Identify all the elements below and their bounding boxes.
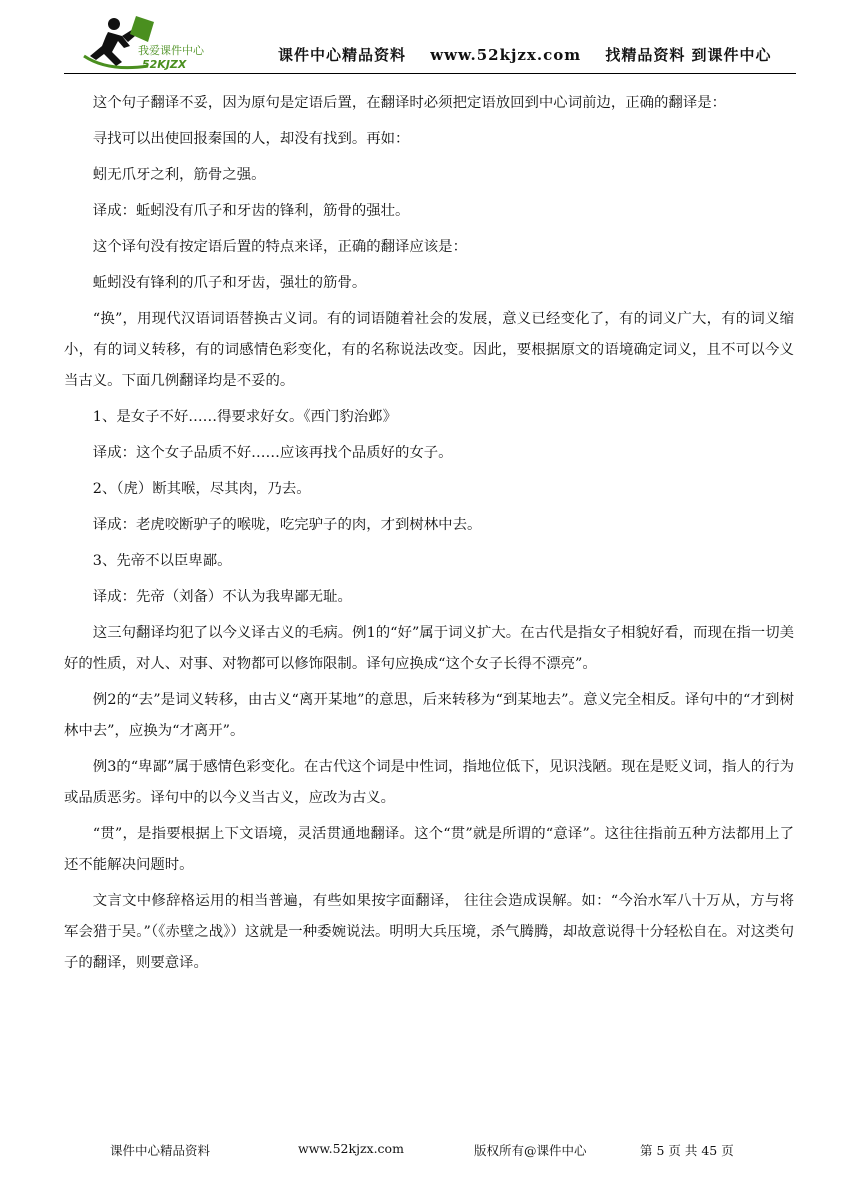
document-body	[64, 88, 794, 984]
logo-en-text: 52KJZX	[142, 58, 187, 71]
paragraph: “贯”，是指要根据上下文语境，灵活贯通地翻译。这个“贯”就是所谓的“意译”。这往往指前五种方法都用上了还不能解决问题时。	[64, 826, 794, 873]
footer-url: www.52kjzx.com	[298, 1141, 404, 1156]
paragraph: 蚯蚓没有锋利的爪子和牙齿，强壮的筋骨。	[92, 275, 367, 291]
header-item-brand: 课件中心精品资料	[278, 46, 407, 64]
page-number: 第 5 页 共 45 页	[640, 1143, 734, 1158]
header-item-url: www.52kjzx.com	[430, 46, 582, 64]
paragraph: 例3的“卑鄙”属于感情色彩变化。在古代这个词是中性词，指地位低下，见识浅陋。现在是贬义词，指人的行为或品质恶劣。译句中的以今义当古义，应改为古义。	[64, 759, 794, 806]
paragraph: 这个句子翻译不妥，因为原句是定语后置，在翻译时必须把定语放回到中心词前边，正确的翻译是：	[92, 95, 726, 111]
paragraph: 蚓无爪牙之利，筋骨之强。	[92, 167, 266, 183]
paragraph: 3、先帝不以臣卑鄙。	[92, 553, 232, 569]
paragraph: 译成：这个女子品质不好……应该再找个品质好的女子。	[92, 445, 453, 461]
header-divider	[64, 73, 796, 74]
logo-cn-text: 我爱课件中心	[138, 44, 204, 57]
paragraph: “换”，用现代汉语词语替换古义词。有的词语随着社会的发展，意义已经变化了，有的词义广大，有的词义缩小，有的词义转移，有的词感情色彩变化，有的名称说法改变。因此，要根据原文的语境确定词义，且不可以今义当古义。下面几例翻译均是不妥的。	[64, 311, 794, 389]
paragraph: 1、是女子不好……得要求好女。《西门豹治邺》	[92, 409, 397, 425]
paragraph: 文言文中修辞格运用的相当普遍，有些如果按字面翻译， 往往会造成误解。如：“今治水军八十万从，方与将军会猎于吴。”（《赤壁之战》）这就是一种委婉说法。明明大兵压境，杀气腾腾，却故意说得十分轻松自在。对这类句子的翻译，则要意译。	[64, 893, 794, 971]
paragraph: 这个译句没有按定语后置的特点来译，正确的翻译应该是：	[92, 239, 467, 255]
footer-brand: 课件中心精品资料	[110, 1143, 211, 1158]
paragraph: 例2的“去”是词义转移，由古义“离开某地”的意思，后来转移为“到某地去”。意义完全相反。译句中的“才到树林中去”，应换为“才离开”。	[64, 692, 794, 739]
paragraph: 2、（虎）断其喉，尽其肉，乃去。	[92, 481, 311, 497]
paragraph: 寻找可以出使回报秦国的人，却没有找到。再如：	[92, 131, 410, 147]
paragraph: 这三句翻译均犯了以今义译古义的毛病。例1的“好”属于词义扩大。在古代是指女子相貌好看，而现在指一切美好的性质，对人、对事、对物都可以修饰限制。译句应换成“这个女子长得不漂亮”。	[64, 625, 794, 672]
paragraph: 译成：蚯蚓没有爪子和牙齿的锋利，筋骨的强壮。	[92, 203, 410, 219]
header-item-slogan: 找精品资料 到课件中心	[605, 46, 772, 64]
header-tagline	[278, 44, 798, 65]
site-logo	[78, 12, 238, 74]
paragraph: 译成：老虎咬断驴子的喉咙，吃完驴子的肉，才到树林中去。	[92, 517, 482, 533]
footer-copyright: 版权所有@课件中心	[474, 1143, 587, 1158]
paragraph: 译成：先帝（刘备）不认为我卑鄙无耻。	[92, 589, 352, 605]
